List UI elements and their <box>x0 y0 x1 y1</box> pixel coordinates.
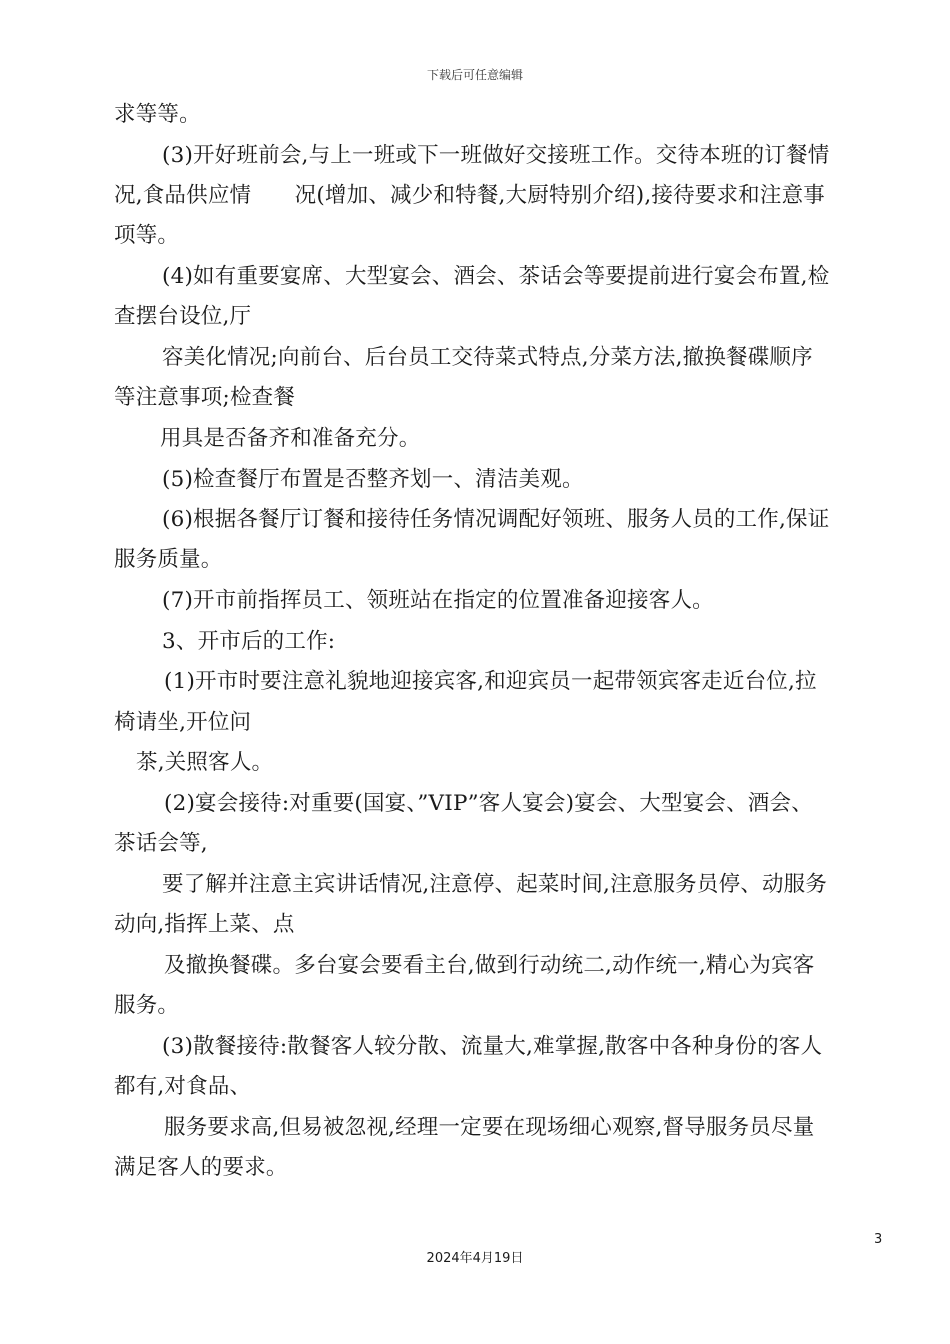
text-line: (3)散餐接待:散餐客人较分散、流量大,难掌握,散客中各种身份的客人 <box>162 1034 823 1059</box>
page-header: 下载后可任意编辑 <box>426 68 523 82</box>
text-line: 服务。 <box>114 993 180 1018</box>
text-line: 求等等。 <box>114 102 201 127</box>
text-line: 等注意事项;检查餐 <box>114 385 296 410</box>
text-line: 容美化情况;向前台、后台员工交待菜式特点,分菜方法,撤换餐碟顺序 <box>162 345 813 370</box>
text-line: (7)开市前指挥员工、领班站在指定的位置准备迎接客人。 <box>162 588 714 613</box>
text-line: 椅请坐,开位问 <box>114 710 252 735</box>
page-number: 3 <box>874 1232 883 1247</box>
text-line: 茶话会等, <box>114 831 208 856</box>
text-line: (1)开市时要注意礼貌地迎接宾客,和迎宾员一起带领宾客走近台位,拉 <box>164 669 817 694</box>
text-line: (4)如有重要宴席、大型宴会、酒会、茶话会等要提前进行宴会布置,检 <box>162 264 830 289</box>
text-line: 茶,关照客人。 <box>136 750 274 775</box>
text-line: 查摆台设位,厅 <box>114 304 252 329</box>
text-line: 要了解并注意主宾讲话情况,注意停、起菜时间,注意服务员停、动服务 <box>162 872 828 897</box>
page-date: 2024年4月19日 <box>426 1251 524 1266</box>
text-line: 服务质量。 <box>114 547 223 572</box>
text-line: 用具是否备齐和准备充分。 <box>160 426 421 451</box>
text-line: 满足客人的要求。 <box>114 1155 288 1180</box>
text-line: 服务要求高,但易被忽视,经理一定要在现场细心观察,督导服务员尽量 <box>164 1115 815 1140</box>
text-line: (5)检查餐厅布置是否整齐划一、清洁美观。 <box>162 467 584 492</box>
text-line: 动向,指挥上菜、点 <box>114 912 295 937</box>
text-line: 都有,对食品、 <box>114 1074 252 1099</box>
text-line: 项等。 <box>114 223 180 248</box>
text-line: 况,食品供应情 况(增加、减少和特餐,大厨特别介绍),接待要求和注意事 <box>114 183 825 208</box>
text-line: 3、开市后的工作: <box>162 629 336 654</box>
text-line: (6)根据各餐厅订餐和接待任务情况调配好领班、服务人员的工作,保证 <box>162 507 830 532</box>
text-line: (3)开好班前会,与上一班或下一班做好交接班工作。交待本班的订餐情 <box>162 143 830 168</box>
text-line: (2)宴会接待:对重要(国宴、”VIP”客人宴会)宴会、大型宴会、酒会、 <box>164 791 813 816</box>
text-line: 及撤换餐碟。多台宴会要看主台,做到行动统二,动作统一,精心为宾客 <box>164 953 815 978</box>
